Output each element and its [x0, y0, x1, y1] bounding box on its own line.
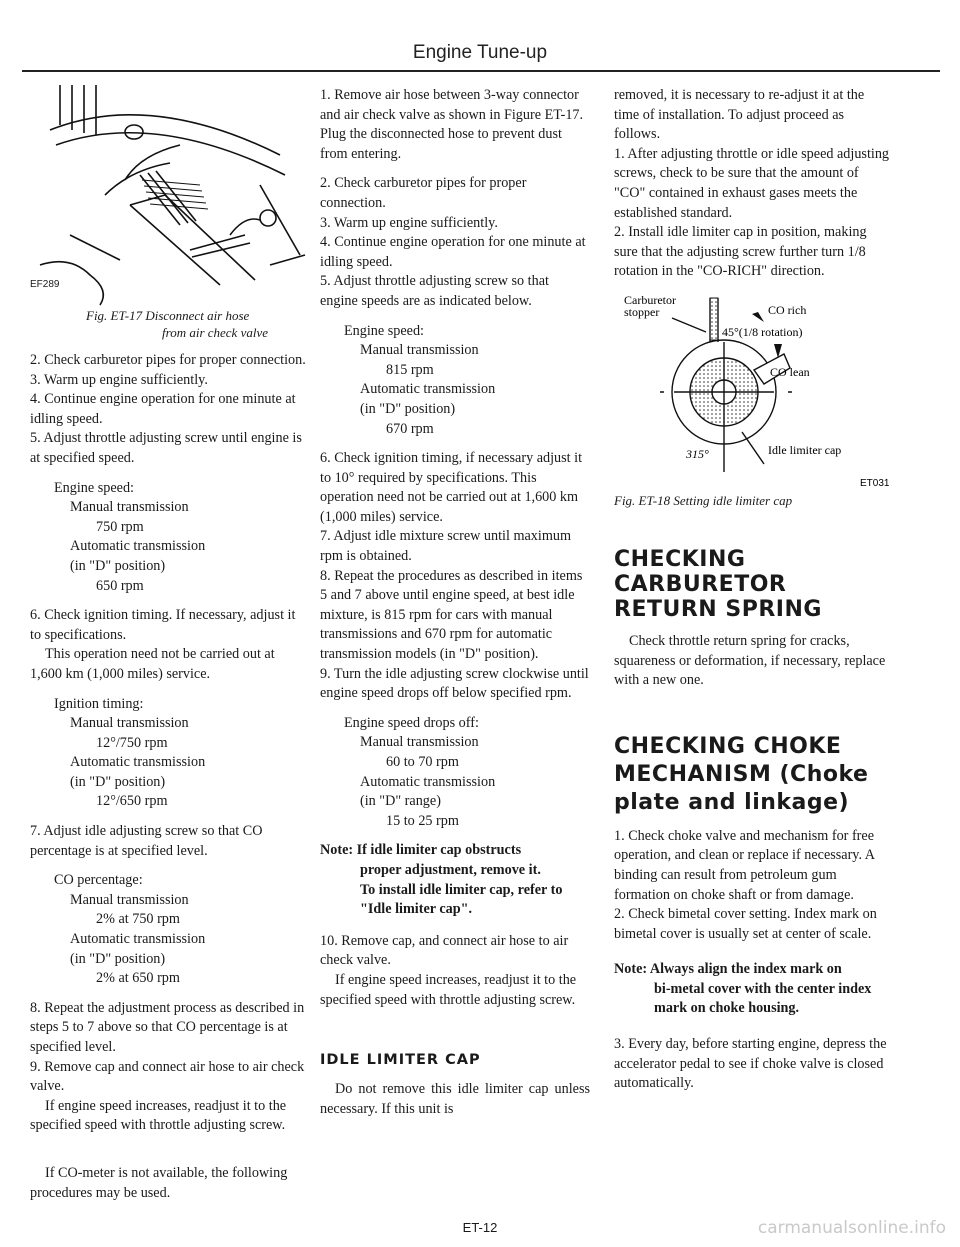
spec-line: 650 rpm	[96, 577, 144, 594]
air-hose-illustration	[30, 85, 310, 310]
heading-line: CHECKING CHOKE	[614, 733, 842, 759]
note-line: bi-metal cover with the center index mark on choke housing.	[654, 980, 872, 1017]
c1-spec-engine-speed	[54, 479, 310, 597]
spec-line: (in "D" position)	[70, 950, 166, 967]
column-2	[320, 86, 590, 1129]
c1-step-7: 7. Adjust idle adjusting screw so that CO percentage is at specified level.	[30, 823, 263, 859]
c2-step-10-note: If engine speed increases, readjust it to the specified speed with throttle adjusting screw.	[320, 971, 577, 1008]
note-line: To install idle limiter cap, refer to	[360, 881, 563, 898]
spec-line: 750 rpm	[96, 518, 144, 535]
c1-step-8: 8. Repeat the adjustment process as described in steps 5 to 7 above so that CO percentage is at specified level.	[30, 999, 305, 1055]
c1-step-3: 3. Warm up engine sufficiently.	[30, 371, 208, 388]
column-3	[614, 86, 892, 1104]
c1-step-9: 9. Remove cap and connect air hose to air check valve.	[30, 1058, 305, 1095]
spec-line: Manual transmission	[360, 342, 479, 359]
note-line: "Idle limiter cap".	[360, 901, 473, 918]
c2-step-9: 9. Turn the idle adjusting screw clockwise until engine speed drops off below specified rpm.	[320, 665, 589, 702]
spec-line: 12°/750 rpm	[96, 734, 168, 751]
c1-step-6-note: This operation need not be carried out at 1,600 km (1,000 miles) service.	[30, 646, 275, 682]
figure-et18-caption: Fig. ET-18 Setting idle limiter cap	[614, 492, 793, 508]
c1-spec-co-percentage	[54, 871, 310, 989]
c1-step-9-note: If engine speed increases, readjust it to the specified speed with throttle adjusting screw.	[30, 1097, 287, 1134]
label-315: 315°	[686, 446, 709, 461]
heading-checking-carburetor-return-spring: CHECKING CARBURETOR RETURN SPRING	[614, 546, 822, 622]
c1-step-5: 5. Adjust throttle adjusting screw until engine is at specified speed.	[30, 430, 302, 466]
c3-note-index-mark	[614, 960, 892, 1019]
c2-idle-cap-text: Do not remove this idle limiter cap unless necessary. If this unit is	[320, 1081, 590, 1117]
c3-intro: removed, it is necessary to re-adjust it at the time of installation. To adjust proceed as follows.	[614, 87, 865, 143]
c3-choke-step-2: 2. Check bimetal cover setting. Index mark on bimetal cover is usually set at center of scale.	[614, 906, 877, 942]
spec-line: Ignition timing:	[54, 695, 144, 712]
spec-line: 815 rpm	[386, 361, 434, 378]
spec-line: 15 to 25 rpm	[386, 812, 459, 829]
figure-et17-caption-line2: from air check valve	[162, 325, 268, 340]
spec-line: Manual transmission	[70, 499, 189, 516]
column-1	[30, 85, 310, 1213]
label-co-rich: CO rich	[768, 302, 807, 317]
spec-line: Manual transmission	[70, 715, 189, 732]
c2-step-1: 1. Remove air hose between 3-way connector and air check valve as shown in Figure ET-17. Plug the disconnected hose to prevent dust from entering.	[320, 87, 584, 162]
spec-line: Automatic transmission	[360, 381, 496, 398]
c3-step-2: 2. Install idle limiter cap in position, making sure that the adjusting screw further turn 1/8 rotation in the "CO-RICH" direction.	[614, 224, 867, 280]
c2-step-10: 10. Remove cap, and connect air hose to air check valve.	[320, 932, 569, 969]
label-co-lean: CO lean	[770, 364, 810, 379]
c2-note-idle-limiter	[320, 841, 590, 919]
c2-step-7: 7. Adjust idle mixture screw until maximum rpm is obtained.	[320, 528, 572, 565]
spec-line: 670 rpm	[386, 420, 434, 437]
c2-step-3: 3. Warm up engine sufficiently.	[320, 214, 498, 231]
spec-line: Automatic transmission	[70, 754, 206, 771]
watermark: carmanualsonline.info	[757, 1218, 946, 1238]
c2-step-4: 4. Continue engine operation for one minute at idling speed.	[320, 234, 586, 270]
spec-line: Manual transmission	[70, 891, 189, 908]
c1-co-meter-note: If CO-meter is not available, the following procedures may be used.	[30, 1164, 288, 1201]
spec-line: 12°/650 rpm	[96, 793, 168, 810]
note-line: proper adjustment, remove it.	[360, 861, 541, 878]
spec-line: (in "D" position)	[70, 557, 166, 574]
figure-et18	[614, 292, 892, 492]
figure-et17-caption	[30, 307, 310, 341]
header-rule	[22, 70, 940, 72]
label-stopper: stopper	[624, 304, 660, 319]
spec-line: 2% at 650 rpm	[96, 970, 180, 987]
c1-step-2: 2. Check carburetor pipes for proper connection.	[30, 352, 306, 368]
heading-line: MECHANISM (Choke	[614, 761, 869, 787]
c2-step-2: 2. Check carburetor pipes for proper connection.	[320, 175, 527, 211]
co-rich-arrow	[752, 312, 764, 322]
c1-step-6: 6. Check ignition timing. If necessary, adjust it to specifications.	[30, 607, 296, 643]
spec-line: (in "D" range)	[360, 793, 441, 810]
figure-et17-label: EF289	[30, 279, 60, 290]
c3-choke-step-1: 1. Check choke valve and mechanism for free operation, and clean or replace if necessary. A binding can result from petroleum gum formation on choke shaft or from damage.	[614, 827, 875, 903]
heading-idle-limiter-cap: IDLE LIMITER CAP	[320, 1052, 481, 1069]
c2-spec-engine-speed	[344, 322, 590, 440]
spec-line: Automatic transmission	[360, 773, 496, 790]
heading-checking-choke	[614, 733, 892, 817]
spec-line: Engine speed:	[344, 322, 424, 339]
note-line: Note: Always align the index mark on	[614, 961, 842, 978]
spec-line: (in "D" position)	[360, 400, 456, 417]
c3-step-1: 1. After adjusting throttle or idle speed adjusting screws, check to be sure that the amount of "CO" contained in exhaust gases meets the established standard.	[614, 145, 890, 221]
spec-line: (in "D" position)	[70, 773, 166, 790]
c3-spring-text: Check throttle return spring for cracks, squareness or deformation, if necessary, replace with a new one.	[614, 632, 886, 689]
c1-spec-ignition-timing	[54, 695, 310, 813]
spec-line: Automatic transmission	[70, 931, 206, 948]
page-header: Engine Tune-up	[412, 42, 548, 63]
figure-et17-caption-line1: Fig. ET-17 Disconnect air hose	[86, 308, 250, 323]
c2-step-8: 8. Repeat the procedures as described in items 5 and 7 above until engine speed, at best idle mixture, is 815 rpm for cars with manual transmissions and 670 rpm for automatic transmission models (in "D" position).	[320, 567, 583, 663]
spec-line: 60 to 70 rpm	[386, 754, 459, 770]
heading-line: plate and linkage)	[614, 789, 850, 815]
c2-step-6: 6. Check ignition timing, if necessary adjust it to 10° required by specifications. This operation need not be carried out at 1,600 km (1,000 miles) service.	[320, 450, 583, 525]
carburetor-stopper	[710, 298, 718, 340]
spec-line: Automatic transmission	[70, 538, 206, 555]
label-carburetor: Carburetor	[624, 292, 676, 307]
spec-line: Manual transmission	[360, 734, 479, 751]
c2-step-5: 5. Adjust throttle adjusting screw so that engine speeds are as indicated below.	[320, 273, 549, 309]
label-idle-limiter-cap: Idle limiter cap	[768, 442, 842, 457]
idle-limiter-diagram	[614, 292, 892, 492]
page-number: ET-12	[462, 1220, 498, 1235]
spec-line: Engine speed:	[54, 479, 134, 496]
c3-choke-step-3: 3. Every day, before starting engine, depress the accelerator pedal to see if choke valve is closed automatically.	[614, 1036, 887, 1092]
figure-et18-label: ET031	[860, 477, 890, 489]
c1-step-4: 4. Continue engine operation for one minute at idling speed.	[30, 391, 296, 427]
spec-line: Engine speed drops off:	[344, 714, 479, 731]
c2-spec-speed-drop	[344, 714, 590, 832]
spec-line: 2% at 750 rpm	[96, 911, 180, 928]
label-rotation: 45°(1/8 rotation)	[722, 324, 803, 339]
spec-line: CO percentage:	[54, 872, 143, 889]
note-line: Note: If idle limiter cap obstructs	[320, 842, 522, 859]
figure-et17	[30, 85, 310, 310]
